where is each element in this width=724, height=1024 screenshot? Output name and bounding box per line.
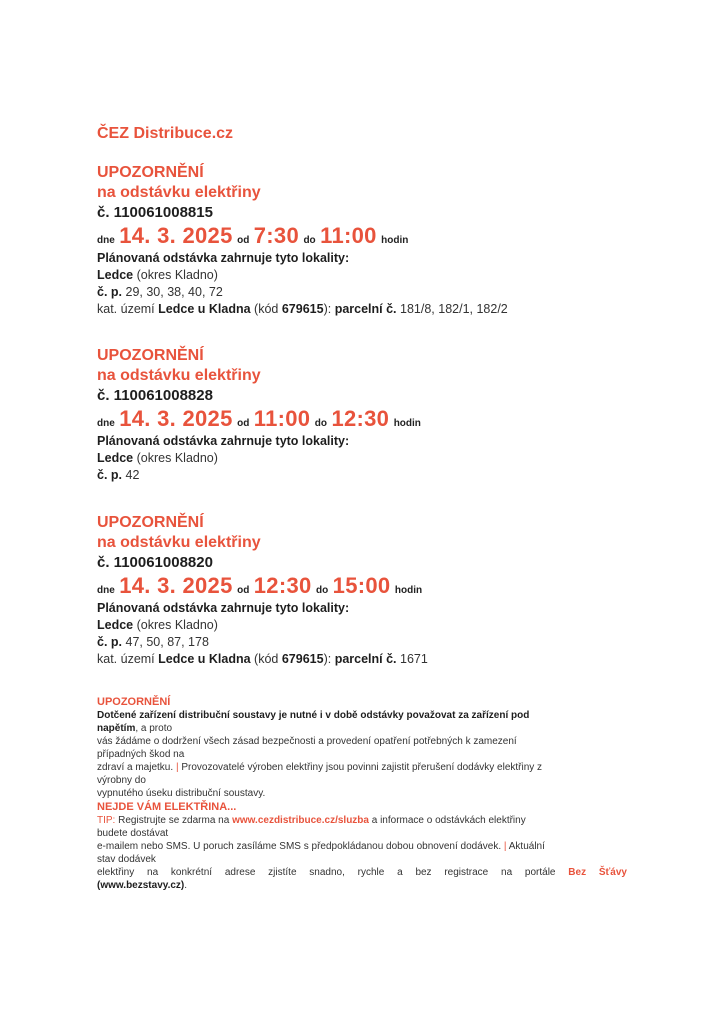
footer-bold-a: Dotčené zařízení distribuční soustavy je nutné i v době odstávky považovat za zařízení pod bbox=[97, 710, 530, 721]
footer-p3-end: Provozovatelé výroben elektřiny jsou povinni zajistit přerušení dodávky elektřiny z bbox=[181, 762, 543, 773]
od-label: od bbox=[237, 585, 250, 596]
cadastre-line bbox=[97, 301, 657, 318]
footer-para-4: vypnutého úseku distribuční soustavy. bbox=[97, 788, 266, 799]
footer-heading-2: NEJDE VÁM ELEKTŘINA... bbox=[97, 801, 237, 813]
cadastre-line bbox=[97, 651, 657, 668]
footer-p7-end: . bbox=[184, 880, 188, 891]
notice-date-line bbox=[97, 572, 657, 600]
notice-number: č. 110061008820 bbox=[97, 554, 213, 571]
kat-prefix: kat. území bbox=[97, 302, 155, 316]
notice-date-line bbox=[97, 405, 657, 433]
dne-label: dne bbox=[97, 235, 115, 246]
locality-line bbox=[97, 267, 657, 284]
time-to: 15:00 bbox=[332, 573, 391, 598]
cp-line bbox=[97, 467, 657, 484]
outage-notice-3 bbox=[97, 513, 657, 668]
notice-subheading: na odstávku elektřiny bbox=[97, 534, 261, 551]
kat-code-prefix: (kód bbox=[254, 302, 279, 316]
locality-line bbox=[97, 617, 657, 634]
footer-para-3b: výrobny do bbox=[97, 775, 146, 786]
parcel-values: 1671 bbox=[400, 652, 428, 666]
locality-name: Ledce bbox=[97, 451, 134, 465]
time-to: 12:30 bbox=[331, 406, 390, 431]
separator: | bbox=[175, 762, 179, 773]
time-from: 11:00 bbox=[253, 406, 311, 431]
parcel-label: parcelní č. bbox=[334, 652, 397, 666]
footer-p3-start: zdraví a majetku. bbox=[97, 762, 174, 773]
dne-label: dne bbox=[97, 418, 115, 429]
cp-label: č. p. bbox=[97, 285, 123, 299]
footer-para-2a: vás žádáme o dodržení všech zásad bezpečnosti a provedení opatření potřebných k zamezení bbox=[97, 736, 517, 747]
cp-label: č. p. bbox=[97, 635, 123, 649]
locality-name: Ledce bbox=[97, 618, 134, 632]
footer-para-6 bbox=[97, 866, 627, 879]
footer-tip-line-2: budete dostávat bbox=[97, 828, 169, 839]
do-label: do bbox=[316, 585, 329, 596]
kat-code-suffix: ): bbox=[323, 652, 332, 666]
parcel-label: parcelní č. bbox=[334, 302, 397, 316]
cp-values: 42 bbox=[125, 468, 140, 482]
kat-name: Ledce u Kladna bbox=[158, 302, 251, 316]
notice-date-line bbox=[97, 222, 657, 250]
footer-p1-tail: , a proto bbox=[135, 723, 173, 734]
tip-tail: a informace o odstávkách elektřiny bbox=[371, 815, 526, 826]
locality-district: (okres Kladno) bbox=[136, 268, 218, 282]
do-label: do bbox=[303, 235, 316, 246]
outage-date: 14. 3. 2025 bbox=[119, 406, 233, 431]
hodin-label: hodin bbox=[393, 418, 421, 429]
footer-para-1 bbox=[97, 709, 627, 735]
outage-date: 14. 3. 2025 bbox=[119, 223, 233, 248]
locality-line bbox=[97, 450, 657, 467]
dne-label: dne bbox=[97, 585, 115, 596]
kat-prefix: kat. území bbox=[97, 652, 155, 666]
notice-heading: UPOZORNĚNÍ bbox=[97, 514, 204, 531]
brand-title: ČEZ Distribuce.cz bbox=[97, 125, 234, 142]
od-label: od bbox=[237, 235, 250, 246]
tip-text: Registrujte se zdarma na bbox=[118, 815, 230, 826]
footer-para-2b: případných škod na bbox=[97, 749, 185, 760]
cezdistribuce-link[interactable]: www.cezdistribuce.cz/sluzba bbox=[232, 815, 369, 826]
cp-line bbox=[97, 634, 657, 651]
footer-para-7 bbox=[97, 879, 627, 892]
hodin-label: hodin bbox=[381, 235, 409, 246]
footer-notice bbox=[97, 695, 627, 892]
separator: | bbox=[503, 841, 507, 852]
notice-heading: UPOZORNĚNÍ bbox=[97, 347, 204, 364]
footer-tip bbox=[97, 814, 627, 827]
outage-notice-2 bbox=[97, 346, 657, 484]
kat-name: Ledce u Kladna bbox=[158, 652, 251, 666]
scope-label bbox=[97, 433, 657, 450]
scope-label-text: Plánovaná odstávka zahrnuje tyto lokality: bbox=[97, 251, 350, 265]
scope-label bbox=[97, 250, 657, 267]
bezstavy-link-name[interactable]: Bez Šťávy bbox=[568, 867, 627, 878]
notice-subheading: na odstávku elektřiny bbox=[97, 184, 261, 201]
footer-p5-tail: Aktuální bbox=[508, 841, 545, 852]
notice-heading: UPOZORNĚNÍ bbox=[97, 164, 204, 181]
cp-values: 47, 50, 87, 178 bbox=[125, 635, 209, 649]
outage-notice-1 bbox=[97, 163, 657, 318]
outage-date: 14. 3. 2025 bbox=[119, 573, 233, 598]
footer-para-5b: stav dodávek bbox=[97, 854, 156, 865]
kat-code-suffix: ): bbox=[323, 302, 332, 316]
scope-label-text: Plánovaná odstávka zahrnuje tyto lokality: bbox=[97, 434, 350, 448]
footer-p5: e-mailem nebo SMS. U poruch zasíláme SMS s předpokládanou dobou obnovení dodávek. bbox=[97, 841, 502, 852]
cp-label: č. p. bbox=[97, 468, 123, 482]
od-label: od bbox=[237, 418, 250, 429]
time-from: 7:30 bbox=[253, 223, 299, 248]
notice-subheading: na odstávku elektřiny bbox=[97, 367, 261, 384]
notice-number: č. 110061008815 bbox=[97, 204, 213, 221]
cp-values: 29, 30, 38, 40, 72 bbox=[125, 285, 223, 299]
notice-number: č. 110061008828 bbox=[97, 387, 213, 404]
scope-label bbox=[97, 600, 657, 617]
kat-code: 679615 bbox=[281, 652, 324, 666]
time-to: 11:00 bbox=[320, 223, 377, 248]
hodin-label: hodin bbox=[394, 585, 423, 596]
bezstavy-link[interactable]: (www.bezstavy.cz) bbox=[97, 880, 185, 891]
kat-code-prefix: (kód bbox=[254, 652, 279, 666]
locality-district: (okres Kladno) bbox=[136, 451, 218, 465]
locality-district: (okres Kladno) bbox=[136, 618, 218, 632]
cp-line bbox=[97, 284, 657, 301]
parcel-values: 181/8, 182/1, 182/2 bbox=[400, 302, 508, 316]
footer-bold-b: napětím bbox=[97, 723, 136, 734]
footer-heading: UPOZORNĚNÍ bbox=[97, 696, 171, 708]
footer-p6: elektřiny na konkrétní adrese zjistíte snadno, rychle a bez registrace na portále bbox=[97, 867, 556, 878]
kat-code: 679615 bbox=[281, 302, 324, 316]
time-from: 12:30 bbox=[253, 573, 312, 598]
footer-para-3 bbox=[97, 761, 627, 774]
scope-label-text: Plánovaná odstávka zahrnuje tyto lokality: bbox=[97, 601, 350, 615]
tip-label: TIP: bbox=[97, 815, 116, 826]
locality-name: Ledce bbox=[97, 268, 134, 282]
do-label: do bbox=[314, 418, 327, 429]
footer-para-5 bbox=[97, 840, 627, 853]
